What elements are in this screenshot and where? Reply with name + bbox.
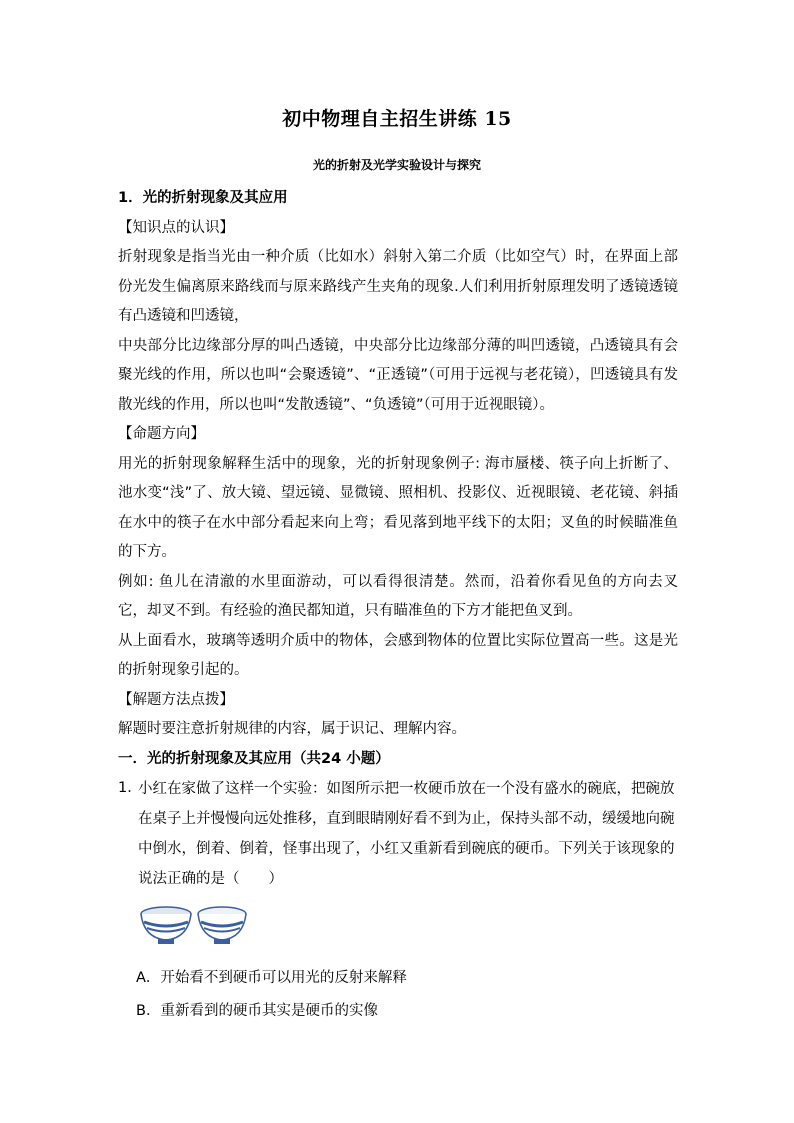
knowledge-heading: 【知识点的认识】 (118, 219, 234, 236)
document-subtitle: 光的折射及光学实验设计与探究 (312, 158, 481, 172)
question-1 (118, 774, 678, 962)
water-bowl-icon (198, 907, 246, 944)
method-heading: 【解题方法点拨】 (118, 691, 234, 708)
option-a: A．开始看不到硬币可以用光的反射来解释 (136, 970, 407, 986)
knowledge-paragraph-1: 折射现象是指当光由一种介质（比如水）斜射入第二介质（比如空气）时，在界面上部份光发生偏离原来路线而与原来路线产生夹角的现象.人们利用折射原理发明了透镜透镜有凸透镜和凹透镜， (118, 249, 678, 324)
bowl-illustration (138, 900, 678, 958)
document-title: 初中物理自主招生讲练 15 (282, 108, 512, 130)
direction-paragraph-3: 从上面看水，玻璃等透明介质中的物体，会感到物体的位置比实际位置高一些。这是光的折射现象引起的。 (118, 632, 678, 678)
document-body (118, 184, 678, 1028)
empty-bowl-icon (141, 907, 191, 944)
direction-paragraph-1: 用光的折射现象解释生活中的现象，光的折射现象例子: 海市蜃楼、筷子向上折断了、池水变“浅”了、放大镜、望远镜、显微镜、照相机、投影仪、近视眼镜、老花镜、斜插在水中的筷子在水中部分看起来向上弯；看见落到地平线下的太阳；叉鱼的时候瞄准鱼的下方。 (118, 455, 678, 560)
method-paragraph: 解题时要注意折射规律的内容，属于识记、理解内容。 (118, 721, 466, 737)
direction-paragraph-2: 例如: 鱼儿在清澈的水里面游动，可以看得很清楚。然而，沿着你看见鱼的方向去叉它，却叉不到。有经验的渔民都知道，只有瞄准鱼的下方才能把鱼叉到。 (118, 573, 678, 619)
question-number: 1． (118, 780, 142, 796)
section-heading: 1．光的折射现象及其应用 (118, 190, 288, 206)
direction-heading: 【命题方向】 (118, 426, 205, 442)
knowledge-paragraph-2: 中央部分比边缘部分厚的叫凸透镜，中央部分比边缘部分薄的叫凹透镜，凸透镜具有会聚光线的作用，所以也叫“会聚透镜”、“正透镜”（可用于远视与老花镜），凹透镜具有发散光线的作用，所以也叫“发散透镜”、“负透镜”（可用于近视眼镜）。 (118, 337, 678, 413)
question-text: 小红在家做了这样一个实验：如图所示把一枚硬币放在一个没有盛水的碗底，把碗放在桌子上并慢慢向远处推移，直到眼睛刚好看不到为止，保持头部不动，缓缓地向碗中倒水，倒着、倒着，怪事出现了，小红又重新看到碗底的硬币。下列关于该现象的说法正确的是（ ） (138, 781, 675, 887)
part-heading: 一．光的折射现象及其应用（共24 小题） (118, 750, 390, 767)
bowls-icon (138, 900, 258, 958)
option-b: B．重新看到的硬币其实是硬币的实像 (136, 1003, 378, 1019)
